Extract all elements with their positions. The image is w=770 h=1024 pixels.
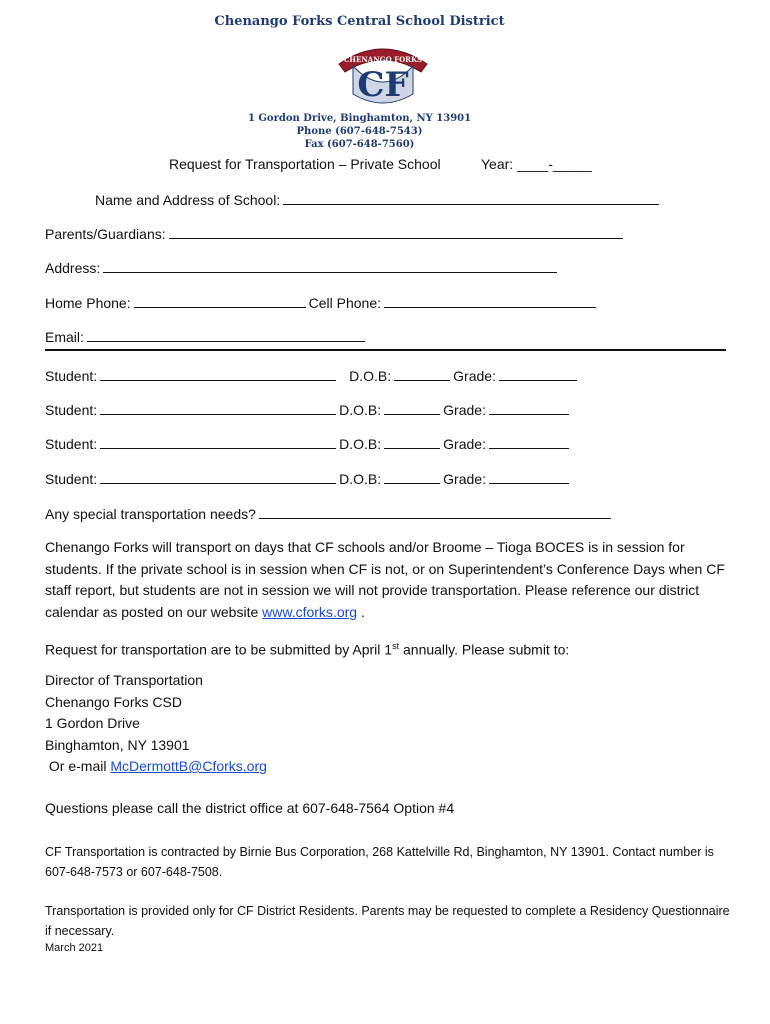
document-date: March 2021 [45, 942, 104, 954]
student-name-blank[interactable] [100, 366, 336, 381]
school-field[interactable] [95, 190, 662, 209]
contact-line: Director of Transportation [45, 672, 203, 688]
email-link[interactable]: McDermottB@Cforks.org [110, 758, 267, 774]
student-row [45, 434, 572, 453]
special-needs-label: Any special transportation needs? [45, 506, 256, 522]
grade-blank[interactable] [489, 434, 569, 449]
student-label: Student: [45, 402, 98, 418]
logo-monogram: CF [357, 65, 409, 105]
dob-label: D.O.B: [349, 368, 392, 384]
email-blank[interactable] [87, 327, 365, 342]
logo-banner-text: CHENANGO FORKS [343, 55, 423, 64]
district-logo [335, 38, 431, 110]
student-name-blank[interactable] [100, 469, 336, 484]
website-link[interactable]: www.cforks.org [262, 603, 358, 620]
dob-blank[interactable] [384, 469, 440, 484]
contractor-paragraph: CF Transportation is contracted by Birnie Bus Corporation, 268 Kattelville Rd, Binghamton, NY 13901. Contact number is 607-648-7573 or 607-648-7508. [45, 845, 714, 879]
policy-paragraph [45, 537, 735, 623]
cell-phone-blank[interactable] [384, 293, 596, 308]
parents-blank[interactable] [169, 224, 623, 239]
district-phone: Phone (607-648-7543) [296, 126, 423, 137]
dob-blank[interactable] [394, 366, 450, 381]
email-label: Email: [45, 329, 84, 345]
request-text-end: annually. Please submit to: [399, 641, 570, 658]
student-name-blank[interactable] [100, 400, 336, 415]
special-needs-field[interactable] [45, 504, 614, 523]
policy-text: Chenango Forks will transport on days that CF schools and/or Broome – Tioga BOCES is in session for students. If the private school is in session when CF is not, or on Superintendent’s Conference Days when CF staff report, but students are not in session we will not provide transportation. Please reference our district calendar as posted on our website [45, 539, 725, 620]
request-superscript: st [392, 641, 400, 651]
parents-field[interactable] [45, 224, 626, 243]
grade-blank[interactable] [489, 469, 569, 484]
grade-label: Grade: [443, 402, 486, 418]
grade-label: Grade: [443, 436, 486, 452]
request-text: Request for transportation are to be submitted by April 1 [45, 641, 393, 658]
parents-label: Parents/Guardians: [45, 226, 166, 242]
grade-blank[interactable] [489, 400, 569, 415]
student-name-blank[interactable] [100, 434, 336, 449]
dob-label: D.O.B: [339, 402, 382, 418]
student-label: Student: [45, 471, 98, 487]
section-divider [45, 349, 726, 351]
questions-line: Questions please call the district office at 607-648-7564 Option #4 [45, 800, 455, 816]
contact-block [45, 670, 735, 778]
student-row [45, 366, 580, 385]
grade-label: Grade: [453, 368, 496, 384]
phone-row [45, 293, 599, 312]
email-field[interactable] [45, 327, 368, 346]
grade-blank[interactable] [499, 366, 577, 381]
dob-blank[interactable] [384, 400, 440, 415]
year-field: Year: ____-_____ [481, 156, 592, 172]
district-name: Chenango Forks Central School District [214, 14, 505, 29]
student-label: Student: [45, 368, 98, 384]
address-label: Address: [45, 260, 101, 276]
student-label: Student: [45, 436, 98, 452]
policy-end: . [357, 603, 365, 620]
contact-line: Chenango Forks CSD [45, 693, 182, 710]
request-paragraph [45, 637, 569, 659]
school-blank[interactable] [283, 190, 659, 205]
grade-label: Grade: [443, 471, 486, 487]
special-needs-blank[interactable] [259, 504, 611, 519]
dob-label: D.O.B: [339, 471, 382, 487]
form-title: Request for Transportation – Private School [169, 156, 441, 172]
email-prefix: Or e-mail [45, 758, 111, 774]
cell-phone-label: Cell Phone: [308, 295, 381, 311]
dob-blank[interactable] [384, 434, 440, 449]
district-address: 1 Gordon Drive, Binghamton, NY 13901 [247, 113, 472, 124]
address-blank[interactable] [103, 258, 557, 273]
student-row [45, 469, 572, 488]
home-phone-blank[interactable] [134, 293, 306, 308]
contact-line: 1 Gordon Drive [45, 715, 140, 731]
residency-paragraph: Transportation is provided only for CF District Residents. Parents may be requested to complete a Residency Questionnaire if necessary. [45, 904, 730, 938]
dob-label: D.O.B: [339, 436, 382, 452]
school-label: Name and Address of School: [95, 192, 281, 208]
email-line [45, 756, 735, 778]
address-field[interactable] [45, 258, 560, 277]
student-row [45, 400, 572, 419]
district-fax: Fax (607-648-7560) [304, 139, 415, 150]
home-phone-label: Home Phone: [45, 295, 131, 311]
contact-line: Binghamton, NY 13901 [45, 736, 190, 753]
